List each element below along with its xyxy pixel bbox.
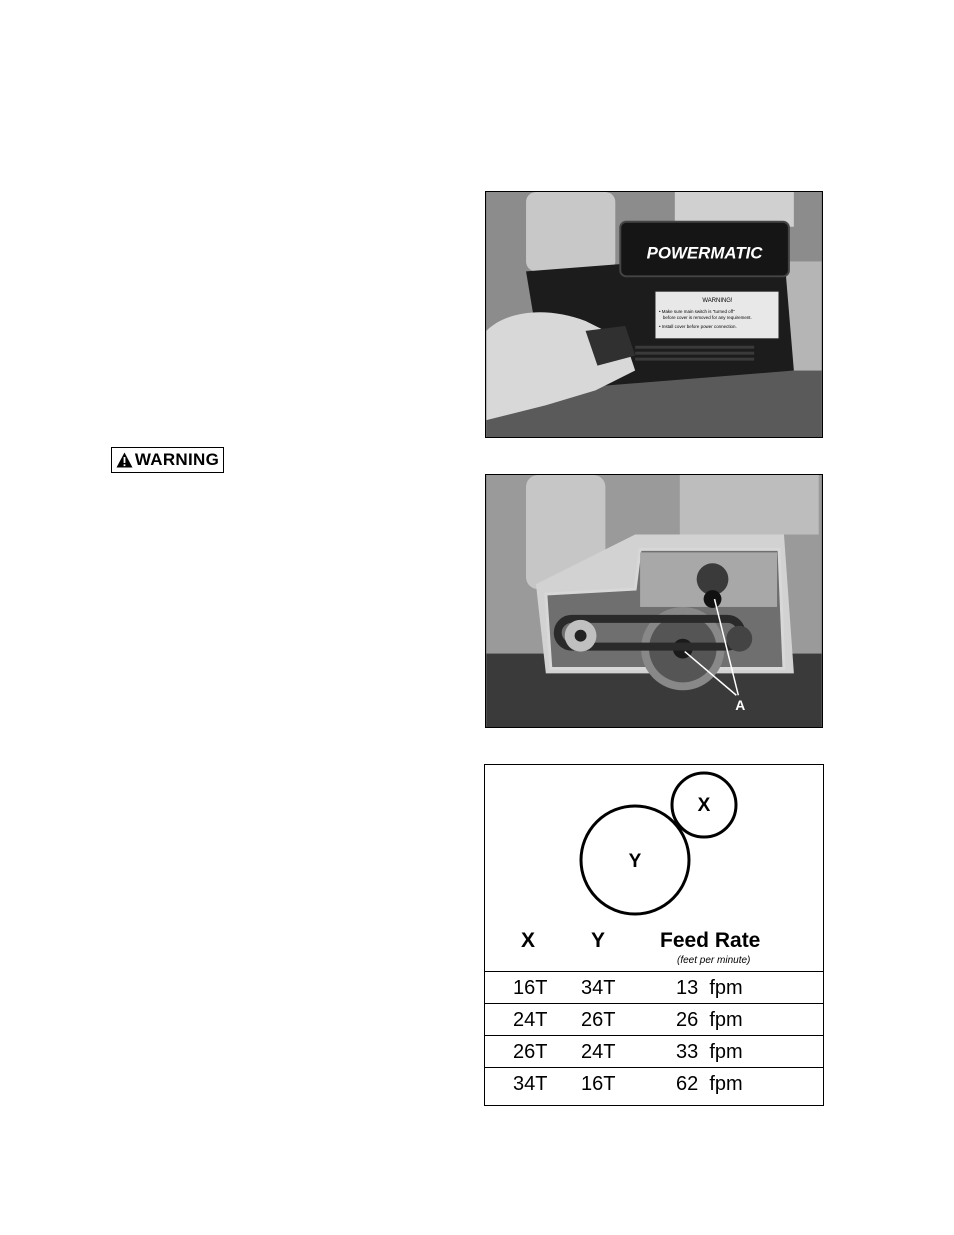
cell-y: 26T bbox=[581, 1009, 616, 1031]
gearbox-photo-illustration bbox=[486, 475, 822, 727]
header-feed-rate: Feed Rate bbox=[660, 929, 761, 952]
warning-triangle-icon bbox=[116, 452, 133, 468]
cell-x: 26T bbox=[513, 1041, 548, 1063]
cell-feed-rate: 13 fpm bbox=[676, 977, 743, 999]
cell-y: 24T bbox=[581, 1041, 616, 1063]
label-line-1: • Make sure main switch is "turned off" bbox=[658, 309, 735, 315]
gear-y-label: Y bbox=[628, 851, 642, 872]
table-row bbox=[485, 971, 823, 1002]
feed-rate-gear-chart bbox=[484, 764, 824, 1106]
warning-label bbox=[111, 447, 224, 473]
label-line-2: before cover is removed for any requirement. bbox=[662, 314, 752, 320]
cell-feed-rate: 33 fpm bbox=[676, 1041, 743, 1063]
header-feed-rate-unit: (feet per minute) bbox=[677, 955, 751, 966]
table-row bbox=[485, 1067, 823, 1098]
cell-feed-rate: 62 fpm bbox=[676, 1073, 743, 1095]
header-x: X bbox=[521, 929, 536, 952]
gear-x-label: X bbox=[697, 795, 711, 816]
table-row bbox=[485, 1003, 823, 1034]
gear-diagram bbox=[485, 765, 825, 925]
label-title: WARNING! bbox=[702, 298, 733, 305]
cell-x: 24T bbox=[513, 1009, 548, 1031]
brand-logo: POWERMATIC bbox=[646, 243, 763, 263]
cell-x: 16T bbox=[513, 977, 548, 999]
cell-y: 34T bbox=[581, 977, 616, 999]
cell-x: 34T bbox=[513, 1073, 548, 1095]
warning-text: WARNING bbox=[134, 450, 220, 469]
callout-a: A bbox=[735, 697, 746, 714]
table-row bbox=[485, 1035, 823, 1066]
header-y: Y bbox=[591, 929, 606, 952]
cell-y: 16T bbox=[581, 1073, 616, 1095]
cell-feed-rate: 26 fpm bbox=[676, 1009, 743, 1031]
label-line-3: • Install cover before power connection. bbox=[658, 323, 737, 329]
cover-photo-illustration bbox=[486, 192, 822, 437]
gearbox-photo bbox=[485, 474, 823, 728]
cover-removal-photo bbox=[485, 191, 823, 438]
